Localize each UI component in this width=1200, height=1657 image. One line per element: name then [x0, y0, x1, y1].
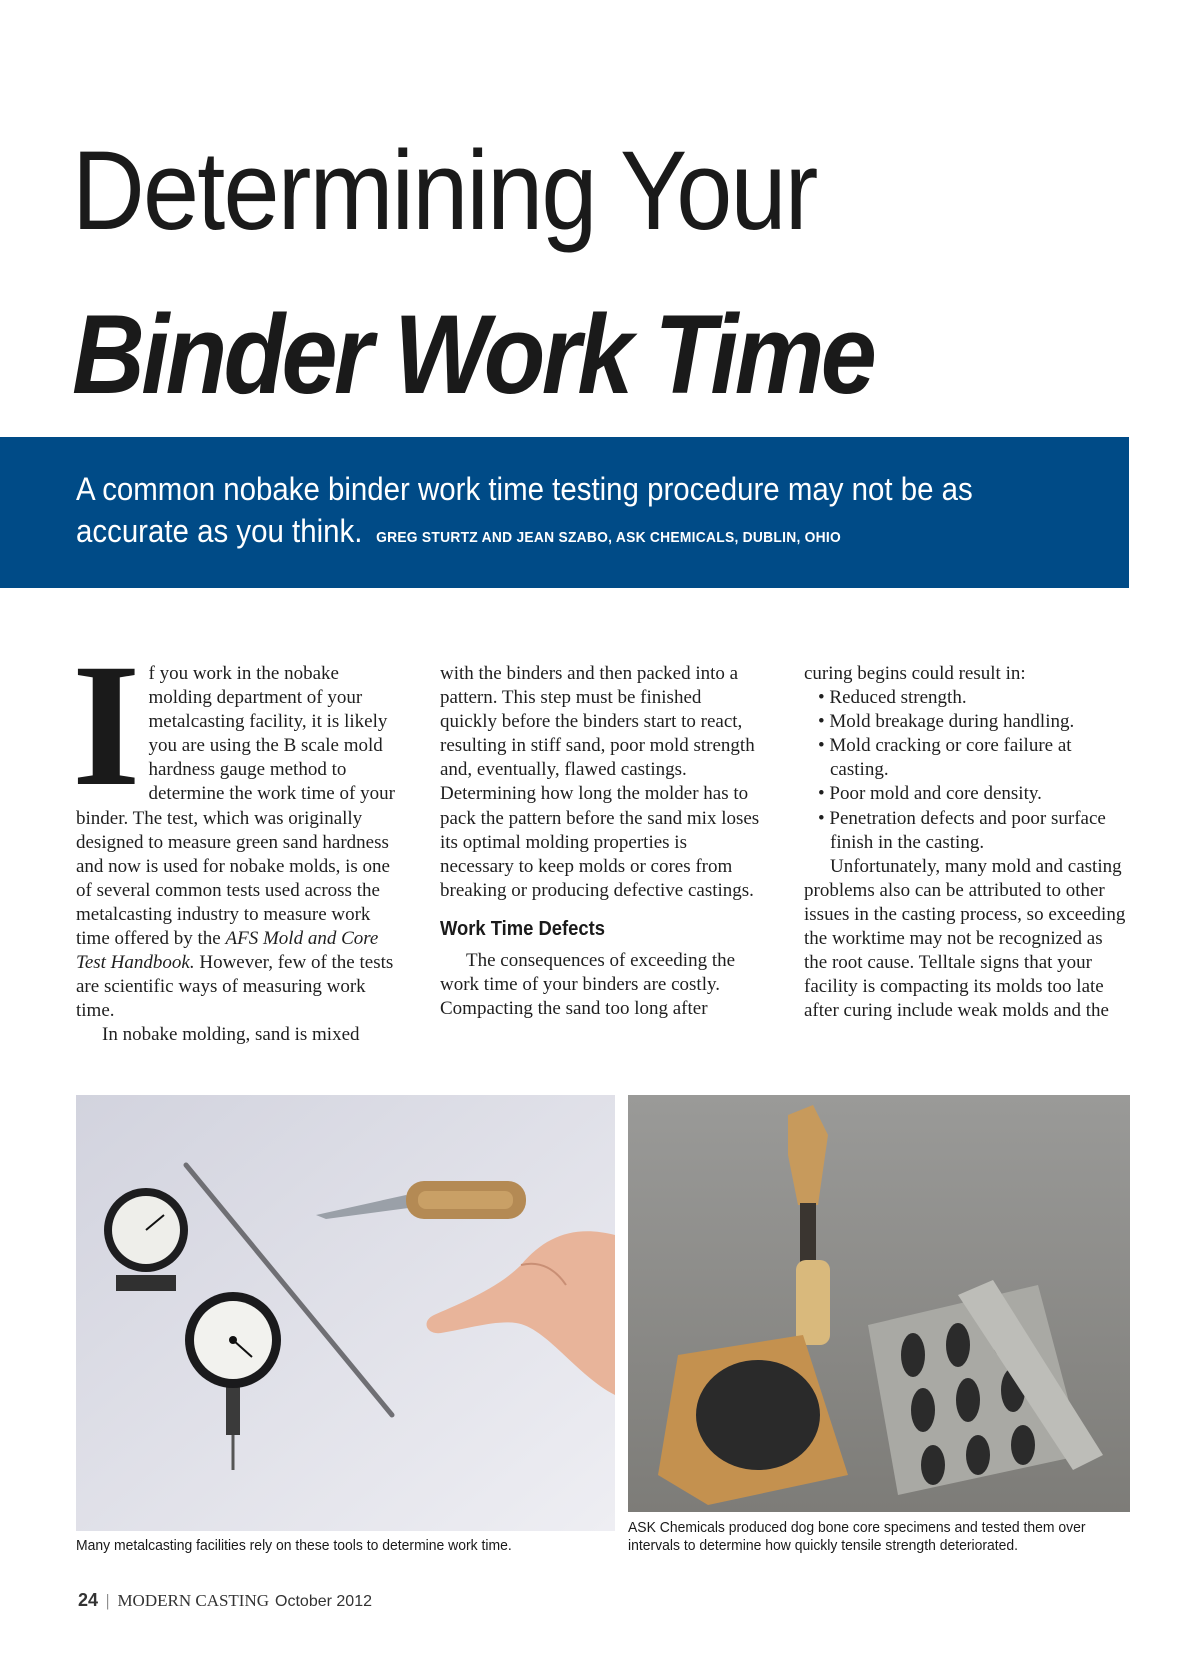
subhead-work-time-defects: Work Time Defects [440, 917, 605, 940]
drop-cap: I [72, 628, 141, 823]
column-2 [440, 662, 762, 1021]
deck [76, 468, 1033, 559]
handbook-title: AFS Mold and Core Test Handbook. [76, 928, 379, 974]
list-item: • Penetration defects and poor surface finish in the casting. [804, 807, 1126, 855]
photo2-caption: ASK Chemicals produced dog bone core specimens and tested them over intervals to determine how quickly tensile strength deteriorated. [628, 1519, 1086, 1554]
title-line-2: Binder Work Time [72, 292, 874, 417]
col2-paragraph-1: with the binders and then packed into a pattern. This step must be finished quickly before the binders start to react, resulting in stiff sand, poor mold strength and, eventually, flawed castings. Determining how long the molder has to pack the pattern before the sand mix loses its optimal molding properties is necessary to keep molds or cores from breaking or producing defective castings. [440, 663, 760, 901]
page-footer [78, 1590, 372, 1611]
issue-date: October 2012 [275, 1593, 372, 1610]
col3-paragraph-1: curing begins could result in: [804, 663, 1026, 684]
byline: GREG STURTZ AND JEAN SZABO, ASK CHEMICALS, DUBLIN, OHIO [376, 529, 842, 546]
publication-name: MODERN CASTING [117, 1591, 270, 1610]
page-number: 24 [78, 1590, 99, 1610]
list-item: • Mold cracking or core failure at casting. [804, 734, 1126, 782]
core-specimens-photo [628, 1095, 1130, 1512]
defects-list [804, 686, 1126, 855]
col1-paragraph-1-end: However, few of the tests are scientific ways of measuring work time. [76, 952, 394, 1022]
list-item: • Poor mold and core density. [804, 782, 1126, 806]
col2-paragraph-2: The consequences of exceeding the work time of your binders are costly. Compacting the sand too long after [440, 950, 736, 1020]
title-line-1: Determining Your [72, 128, 817, 253]
tools-photo [76, 1095, 615, 1531]
core-specimens-illustration [628, 1095, 1130, 1512]
photo1-caption: Many metalcasting facilities rely on these tools to determine work time. [76, 1537, 512, 1554]
col1-paragraph-1: f you work in the nobake molding department of your metalcasting facility, it is likely you are using the B scale mold hardness gauge method to determine the work time of your binder. The test, which was originally designed to measure green sand hardness and now is used for nobake molds, is one of several common tests used across the metalcasting industry to measure work time offered by the [76, 663, 395, 950]
col3-paragraph-2: Unfortunately, many mold and casting problems also can be attributed to other issues in the casting process, so exceeding the worktime may not be recognized as the root cause. Telltale signs that your facility is compacting its molds too late after curing include weak molds and the [804, 855, 1126, 1022]
list-item: • Mold breakage during handling. [804, 710, 1126, 734]
tools-photo-illustration [76, 1095, 615, 1531]
column-3 [804, 662, 1126, 1023]
footer-separator: | [106, 1591, 110, 1610]
list-item: • Reduced strength. [804, 686, 1126, 710]
deck-text: A common nobake binder work time testing procedure may not be as accurate as you think. [76, 471, 973, 549]
column-1 [72, 628, 398, 1048]
col1-paragraph-2: In nobake molding, sand is mixed [102, 1024, 360, 1046]
article-title [72, 128, 874, 417]
